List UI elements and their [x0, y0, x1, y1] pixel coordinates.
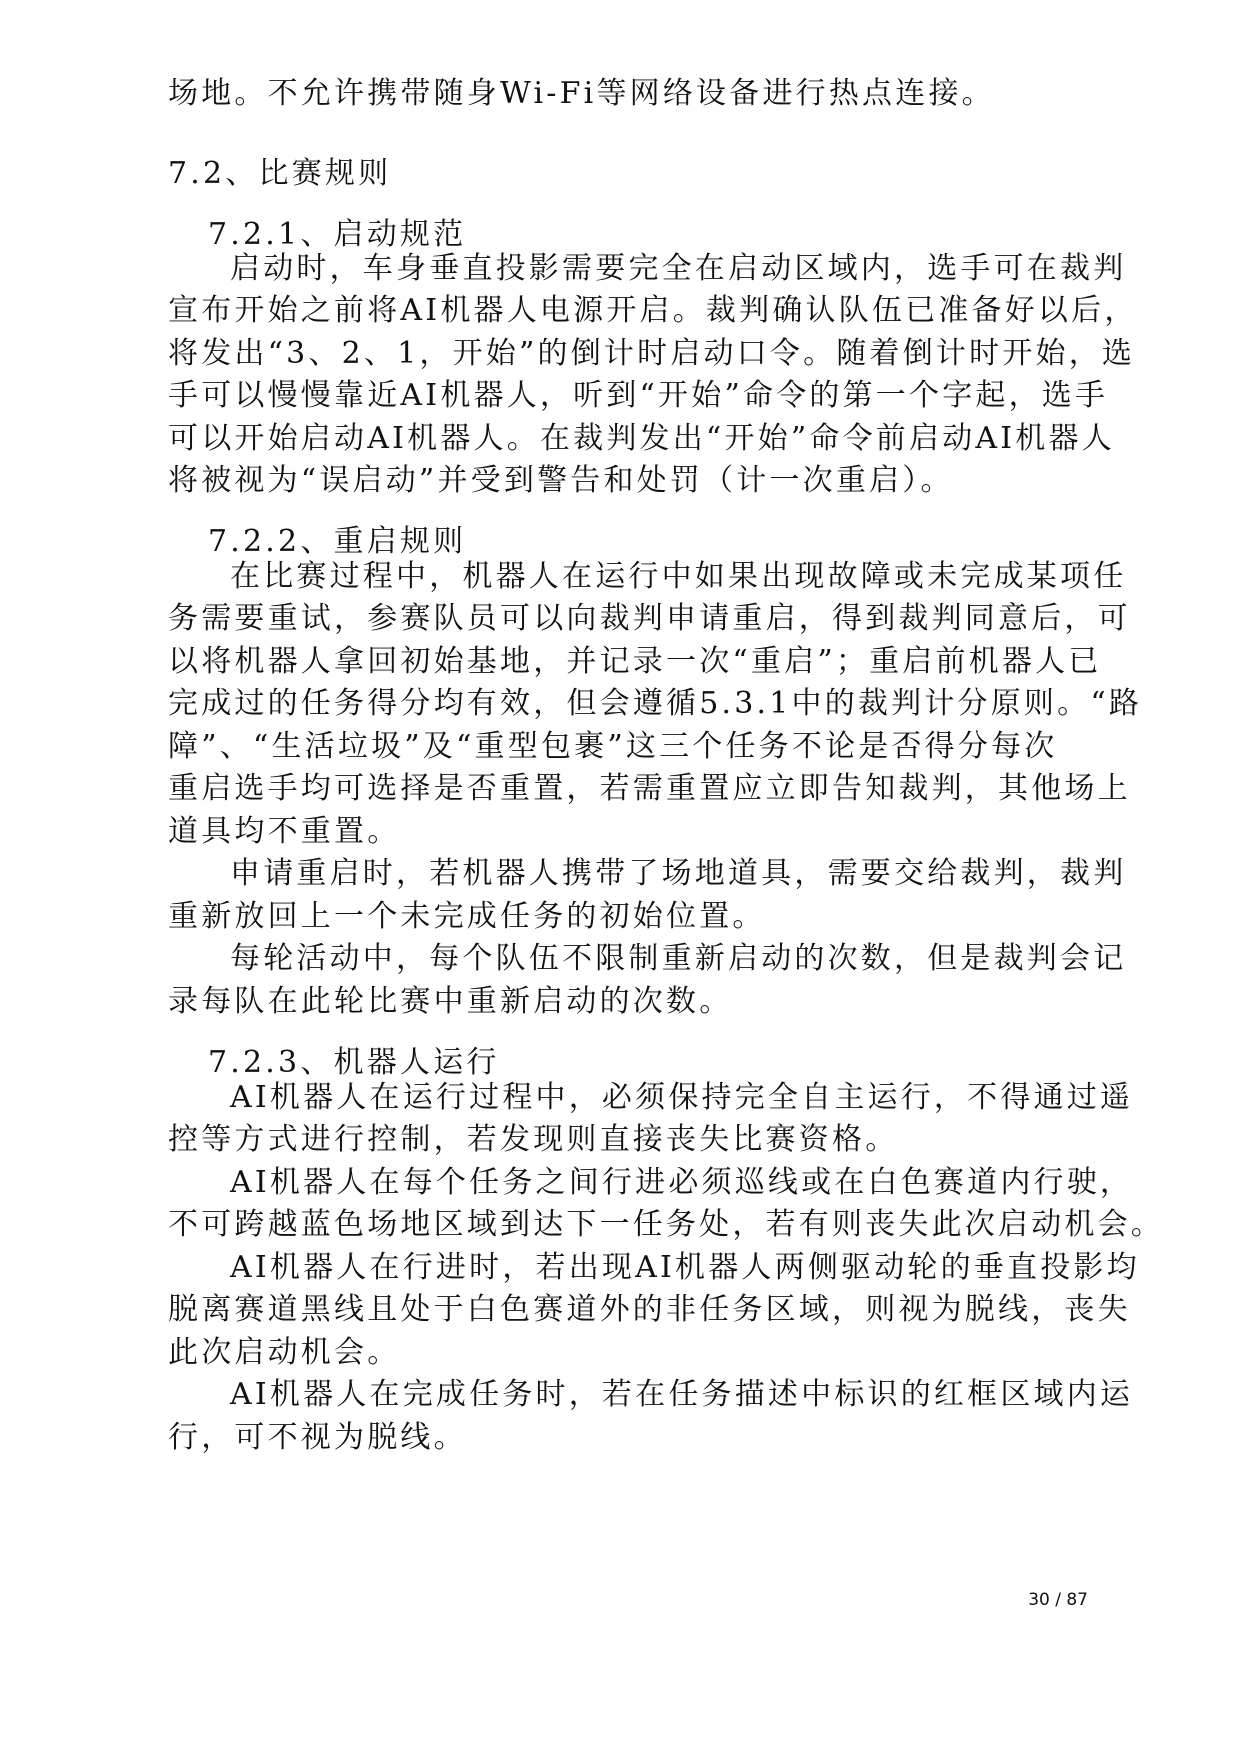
body-line: 障”、“生活垃圾”及“重型包裹”这三个任务不论是否得分每次: [168, 729, 1058, 764]
body-line: 脱离赛道黑线且处于白色赛道外的非任务区域，则视为脱线，丧失: [168, 1292, 1131, 1327]
body-line: 此次启动机会。: [168, 1335, 401, 1370]
body-line: 启动时，车身垂直投影需要完全在启动区域内，选手可在裁判: [230, 251, 1127, 286]
body-line: 场地。不允许携带随身Wi-Fi等网络设备进行热点连接。: [168, 76, 995, 111]
body-line: AI机器人在运行过程中，必须保持完全自主运行，不得通过遥: [230, 1080, 1134, 1115]
body-line: 将被视为“误启动”并受到警告和处罚（计一次重启）。: [168, 463, 954, 498]
body-line: 宣布开始之前将AI机器人电源开启。裁判确认队伍已准备好以后，: [168, 293, 1138, 328]
body-line: 重新放回上一个未完成任务的初始位置。: [168, 899, 766, 934]
body-line: AI机器人在每个任务之间行进必须巡线或在白色赛道内行驶，: [230, 1165, 1134, 1200]
body-line: 行，可不视为脱线。: [168, 1420, 467, 1455]
body-line: 控等方式进行控制，若发现则直接丧失比赛资格。: [168, 1122, 899, 1157]
body-line: 务需要重试，参赛队员可以向裁判申请重启，得到裁判同意后，可: [168, 601, 1131, 636]
body-line: 申请重启时，若机器人携带了场地道具，需要交给裁判，裁判: [230, 856, 1127, 891]
body-line: 每轮活动中，每个队伍不限制重新启动的次数，但是裁判会记: [230, 941, 1127, 976]
subsection-heading: 7.2.1、启动规范: [208, 217, 467, 252]
body-line: 道具均不重置。: [168, 814, 401, 849]
body-line: 将发出“3、2、1，开始”的倒计时启动口令。随着倒计时开始，选: [168, 336, 1136, 371]
body-line: 可以开始启动AI机器人。在裁判发出“开始”命令前启动AI机器人: [168, 421, 1115, 456]
body-line: 完成过的任务得分均有效，但会遵循5.3.1中的裁判计分原则。“路: [168, 686, 1143, 721]
body-line: 以将机器人拿回初始基地，并记录一次“重启”；重启前机器人已: [168, 644, 1102, 679]
page-number: 30 / 87: [1028, 1590, 1088, 1610]
body-line: 手可以慢慢靠近AI机器人，听到“开始”命令的第一个字起，选手: [168, 378, 1109, 413]
body-line: 在比赛过程中，机器人在运行中如果出现故障或未完成某项任: [230, 559, 1127, 594]
subsection-heading: 7.2.2、重启规则: [208, 524, 467, 559]
subsection-heading: 7.2.3、机器人运行: [208, 1045, 500, 1080]
body-line: 不可跨越蓝色场地区域到达下一任务处，若有则丧失此次启动机会。: [168, 1207, 1164, 1242]
body-line: 录每队在此轮比赛中重新启动的次数。: [168, 984, 733, 1019]
body-line: AI机器人在行进时，若出现AI机器人两侧驱动轮的垂直投影均: [230, 1250, 1140, 1285]
body-line: AI机器人在完成任务时，若在任务描述中标识的红框区域内运: [230, 1377, 1134, 1412]
section-heading: 7.2、比赛规则: [168, 156, 392, 191]
body-line: 重启选手均可选择是否重置，若需重置应立即告知裁判，其他场上: [168, 771, 1131, 806]
